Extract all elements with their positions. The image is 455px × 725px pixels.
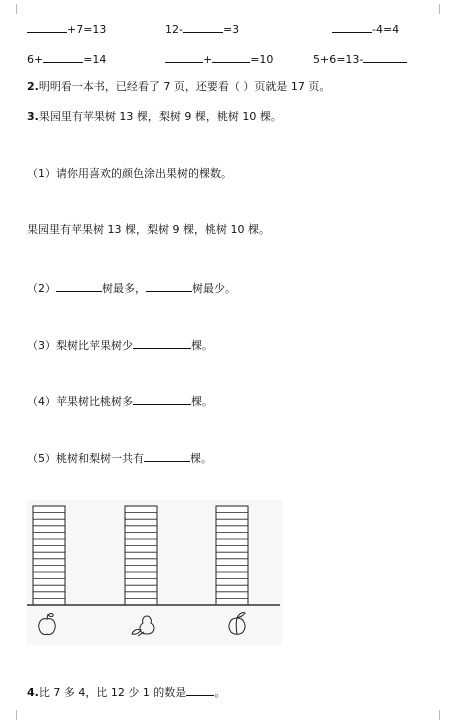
bar-column-peach[interactable] [216,506,248,605]
equation-row2-a: 6+ =14 [27,53,107,66]
answer-blank[interactable] [186,684,214,696]
bar-column-apple[interactable] [33,506,65,605]
answer-blank[interactable] [27,21,67,33]
bar-outline-apple [33,506,65,605]
equation-row1-c: -4=4 [332,21,399,37]
answer-blank[interactable] [183,21,223,33]
question-4: 4.比 7 多 4，比 12 少 1 的数是 。 [27,686,226,699]
answer-blank[interactable] [363,51,407,63]
answer-blank[interactable] [56,280,102,292]
corner-mark-top-right [439,4,450,14]
fruit-tree-bar-chart [27,500,282,645]
bar-outline-peach [216,506,248,605]
bar-outline-pear [125,506,157,605]
answer-blank[interactable] [43,51,83,63]
equation-row2-c: 5+6=13- [313,51,407,67]
answer-blank[interactable] [133,393,191,405]
answer-blank[interactable] [146,280,192,292]
question-3-part-1: （1）请你用喜欢的颜色涂出果树的棵数。 [27,167,232,180]
question-3-part-2: （2） 树最多， 树最少。 [27,282,236,295]
corner-mark-bottom-right [439,710,450,720]
answer-blank[interactable] [144,450,190,462]
question-2: 2.明明看一本书，已经看了 7 页，还要看（ ）页就是 17 页。 [27,80,331,93]
bar-column-pear[interactable] [125,506,157,605]
equation-row1-b: 12- =3 [165,23,240,36]
question-3-part-5: （5）桃树和梨树一共有 棵。 [27,452,212,465]
question-3-repeat-text: 果园里有苹果树 13 棵，梨树 9 棵，桃树 10 棵。 [27,223,270,236]
question-3-part-4: （4）苹果树比桃树多 棵。 [27,395,213,408]
answer-blank[interactable] [133,337,191,349]
corner-mark-top-left [6,4,17,14]
answer-blank[interactable] [165,51,203,63]
question-3-part-3: （3）梨树比苹果树少 棵。 [27,339,213,352]
corner-mark-bottom-left [6,710,17,720]
equation-row1-a: +7=13 [27,21,106,37]
answer-blank[interactable] [212,51,250,63]
equation-row2-b: + =10 [165,51,273,67]
answer-blank[interactable] [332,21,372,33]
question-3: 3.果园里有苹果树 13 棵，梨树 9 棵，桃树 10 棵。 [27,110,282,123]
